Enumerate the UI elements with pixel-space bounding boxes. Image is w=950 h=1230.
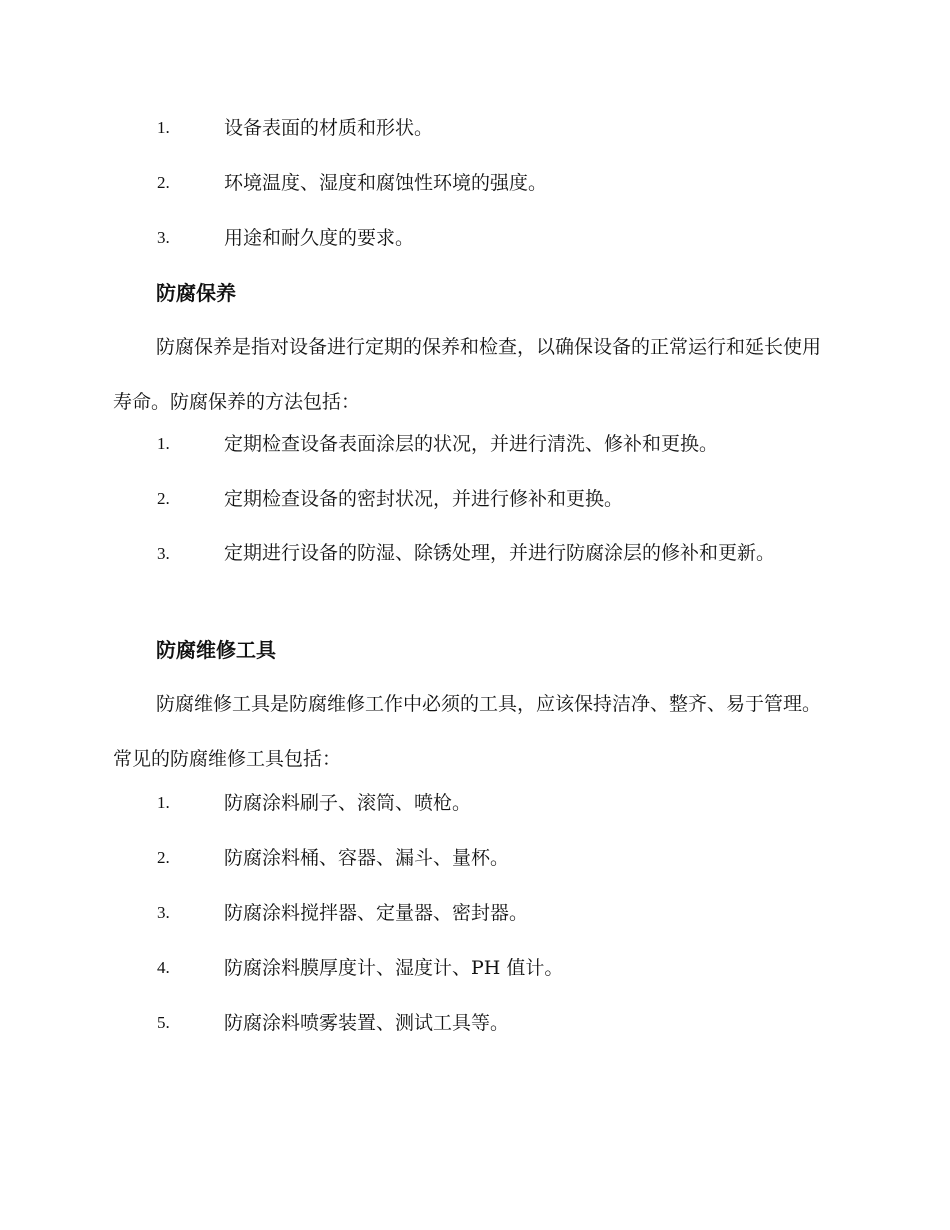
section-heading-tools: 防腐维修工具 <box>156 638 276 662</box>
list-item-number: 1. <box>157 434 170 453</box>
section-paragraph-maintenance: 防腐保养是指对设备进行定期的保养和检查，以确保设备的正常运行和延长使用寿命。防腐保养的方法包括： <box>113 336 822 413</box>
list-item-number: 4. <box>157 958 170 977</box>
list-item-text: 定期检查设备的密封状况，并进行修补和更换。 <box>224 488 624 510</box>
list-item-number: 3. <box>157 228 170 247</box>
list-item-number: 1. <box>157 793 170 812</box>
list-item-text: 用途和耐久度的要求。 <box>224 227 415 249</box>
list-item-number: 3. <box>157 544 170 563</box>
list-item-text: 防腐涂料桶、容器、漏斗、量杯。 <box>224 847 510 869</box>
list-item-number: 3. <box>157 903 170 922</box>
section-heading-maintenance: 防腐保养 <box>156 281 236 305</box>
list-item-text: 防腐涂料刷子、滚筒、喷枪。 <box>224 792 472 814</box>
list-item-text: 防腐涂料喷雾装置、测试工具等。 <box>224 1012 510 1034</box>
list-item-text: 设备表面的材质和形状。 <box>224 117 434 139</box>
list-item-text: 定期检查设备表面涂层的状况，并进行清洗、修补和更换。 <box>224 433 719 455</box>
list-item-number: 2. <box>157 173 170 192</box>
list-item-text: 防腐涂料搅拌器、定量器、密封器。 <box>224 902 529 924</box>
section-paragraph-tools: 防腐维修工具是防腐维修工作中必须的工具，应该保持洁净、整齐、易于管理。常见的防腐维修工具包括： <box>113 693 822 770</box>
list-item-text: 定期进行设备的防湿、除锈处理，并进行防腐涂层的修补和更新。 <box>224 542 776 564</box>
list-item-number: 2. <box>157 489 170 508</box>
list-item-number: 1. <box>157 118 170 137</box>
list-item-text: 防腐涂料膜厚度计、湿度计、PH 值计。 <box>224 957 564 979</box>
list-item-text: 环境温度、湿度和腐蚀性环境的强度。 <box>224 172 548 194</box>
list-item-number: 5. <box>157 1013 170 1032</box>
list-item-number: 2. <box>157 848 170 867</box>
list-item <box>113 526 833 581</box>
